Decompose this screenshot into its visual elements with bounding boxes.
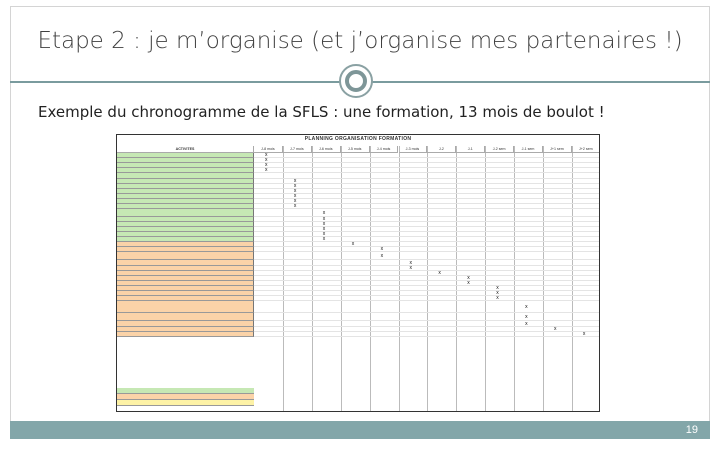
planning-table — [116, 134, 600, 412]
activity-cell — [117, 332, 254, 337]
grid-line — [254, 178, 600, 179]
schedule-mark: x — [351, 241, 355, 247]
grid-line — [543, 146, 544, 412]
schedule-mark: x — [293, 198, 297, 204]
column-header: J-1 sem — [514, 146, 543, 153]
grid-line — [572, 146, 573, 412]
activities-header: ACTIVITES — [117, 146, 254, 153]
footer-bar — [10, 421, 710, 439]
grid-line — [254, 312, 600, 313]
grid-line — [254, 183, 600, 184]
grid-line — [254, 326, 600, 327]
schedule-mark: x — [322, 231, 326, 237]
grid-line — [254, 157, 600, 158]
schedule-mark: x — [525, 303, 528, 310]
schedule-mark: x — [525, 320, 528, 327]
schedule-mark: x — [554, 326, 557, 332]
schedule-mark: x — [265, 157, 268, 163]
grid-line — [254, 331, 600, 332]
column-header: J-3 mois — [399, 146, 428, 153]
grid-line — [254, 246, 600, 247]
grid-line — [254, 270, 600, 271]
grid-line — [254, 320, 600, 321]
schedule-mark: x — [293, 203, 297, 209]
grid-line — [370, 146, 371, 412]
grid-line — [254, 162, 600, 163]
grid-line — [283, 146, 284, 412]
schedule-mark: x — [409, 265, 412, 271]
schedule-mark: x — [582, 331, 586, 337]
schedule-mark: x — [496, 285, 499, 291]
schedule-mark: x — [467, 280, 470, 286]
column-header: J-7 mois — [283, 146, 312, 153]
column-header: J+1 sem — [543, 146, 572, 153]
grid-line — [312, 146, 313, 412]
grid-line — [485, 146, 486, 412]
column-header: J+2 sem — [572, 146, 600, 153]
schedule-mark: x — [293, 193, 297, 199]
schedule-mark: x — [409, 259, 412, 266]
slide-title: Etape 2 : je m’organise (et j’organise mes partenaires !) — [37, 28, 683, 54]
schedule-mark: x — [265, 162, 268, 168]
schedule-mark: x — [293, 183, 297, 189]
activity-cell — [117, 301, 254, 313]
grid-line — [254, 226, 600, 227]
schedule-mark: x — [322, 209, 326, 216]
grid-line — [514, 146, 515, 412]
schedule-mark: x — [467, 275, 470, 281]
grid-line — [456, 146, 457, 412]
grid-line — [254, 336, 600, 337]
grid-line — [427, 146, 428, 412]
column-header: J-6 mois — [312, 146, 341, 153]
grid-line — [254, 259, 600, 260]
grid-line — [254, 193, 600, 194]
grid-line — [254, 251, 600, 252]
activity-cell — [117, 252, 254, 260]
grid-line — [254, 198, 600, 199]
column-header: J-2 — [427, 146, 456, 153]
activity-cell — [117, 313, 254, 321]
schedule-mark: x — [265, 152, 268, 158]
grid-line — [399, 146, 400, 412]
grid-line — [254, 216, 600, 217]
column-header: J-8 mois — [254, 146, 283, 153]
decorative-ring-icon — [339, 64, 373, 98]
column-header: J-5 mois — [341, 146, 370, 153]
grid-line — [254, 285, 600, 286]
schedule-mark: x — [380, 252, 384, 259]
grid-line — [254, 188, 600, 189]
grid-line — [254, 167, 600, 168]
grid-line — [254, 236, 600, 237]
grid-line — [254, 275, 600, 276]
legend-swatch — [117, 400, 254, 406]
grid-line — [254, 208, 600, 209]
schedule-mark: x — [322, 226, 326, 232]
grid-line — [254, 203, 600, 204]
grid-line — [254, 280, 600, 281]
grid-line — [254, 295, 600, 296]
schedule-mark: x — [322, 236, 326, 242]
grid-line — [254, 290, 600, 291]
planning-title: PLANNING ORGANISATION FORMATION — [304, 136, 412, 142]
slide-subtitle: Exemple du chronogramme de la SFLS : une formation, 13 mois de boulot ! — [38, 103, 605, 121]
schedule-mark: x — [265, 167, 268, 173]
grid-line — [254, 221, 600, 222]
column-header: J-2 sem — [485, 146, 514, 153]
schedule-mark: x — [293, 188, 297, 194]
schedule-mark: x — [525, 313, 528, 320]
schedule-mark: x — [380, 246, 384, 252]
grid-line — [254, 231, 600, 232]
column-header: J-4 mois — [370, 146, 399, 153]
grid-line — [254, 172, 600, 173]
schedule-mark: x — [322, 221, 326, 227]
grid-line — [254, 300, 600, 301]
grid-line — [254, 265, 600, 266]
grid-line — [254, 241, 600, 242]
schedule-mark: x — [438, 270, 441, 276]
schedule-mark: x — [293, 178, 297, 184]
activity-cell — [117, 209, 254, 217]
schedule-mark: x — [496, 290, 499, 296]
page-number: 19 — [685, 424, 698, 436]
schedule-mark: x — [322, 216, 326, 222]
grid-line — [341, 146, 342, 412]
schedule-mark: x — [496, 295, 499, 301]
column-header: J-1 — [456, 146, 485, 153]
